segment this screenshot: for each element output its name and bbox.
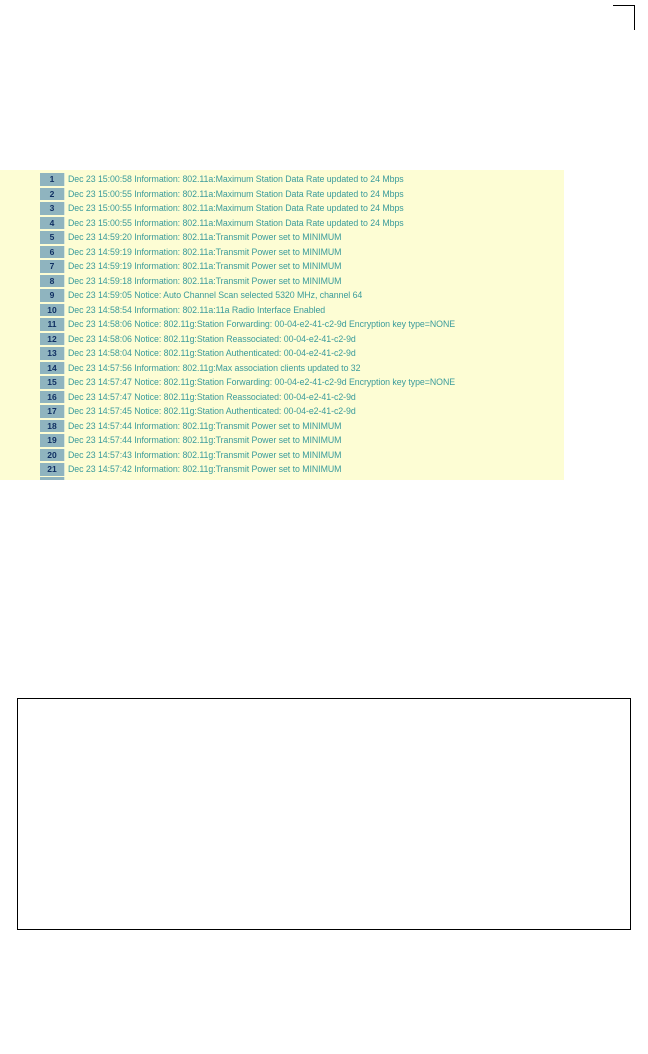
log-entry-text: Dec 23 14:59:18 Information: 802.11a:Transmit Power set to MINIMUM (68, 275, 342, 286)
log-entry-text: Dec 23 14:59:05 Notice: Auto Channel Scan selected 5320 MHz, channel 64 (68, 290, 363, 300)
log-entry-row (40, 361, 564, 376)
log-entry-text: Dec 23 14:58:54 Information: 802.11a:11a Radio Interface Enabled (68, 304, 326, 315)
log-entry-text: Dec 23 14:57:47 Notice: 802.11g:Station Reassociated: 00-04-e2-41-c2-9d (68, 391, 356, 402)
log-entry-number: 10 (40, 304, 65, 317)
page-corner-mark (613, 5, 635, 30)
log-entry-number: 15 (40, 376, 65, 389)
log-entry-text: Dec 23 15:00:55 Information: 802.11a:Maximum Station Data Rate updated to 24 Mbps (68, 217, 404, 228)
log-entry-number: 9 (40, 289, 65, 302)
log-entry-text: Dec 23 14:59:19 Information: 802.11a:Transmit Power set to MINIMUM (68, 246, 342, 257)
log-entry-number: 8 (40, 275, 65, 288)
log-entry-number: 2 (40, 188, 65, 201)
log-entry-row (40, 462, 564, 477)
log-entry-row (40, 303, 564, 318)
log-entry-row (40, 419, 564, 434)
command-output-box (17, 698, 631, 930)
log-entry-number: 12 (40, 333, 65, 346)
log-entry-text: Dec 23 14:57:56 Information: 802.11g:Max association clients updated to 32 (68, 362, 361, 373)
log-entry-text: Dec 23 14:57:47 Notice: 802.11g:Station Forwarding: 00-04-e2-41-c2-9d Encryption key type=NONE (68, 377, 456, 387)
log-entry-row (40, 245, 564, 260)
log-entry-text: Dec 23 14:59:19 Information: 802.11a:Transmit Power set to MINIMUM (68, 261, 342, 271)
log-entry-number: 11 (40, 318, 65, 331)
log-entry-row (40, 375, 564, 390)
log-entry-number: 17 (40, 405, 65, 418)
log-entry-number: 7 (40, 260, 65, 273)
log-entry-row (40, 201, 564, 216)
log-entry-text: Dec 23 14:58:04 Notice: 802.11g:Station Authenticated: 00-04-e2-41-c2-9d (68, 348, 356, 358)
log-entry-text: Dec 23 14:58:06 Notice: 802.11g:Station Forwarding: 00-04-e2-41-c2-9d Encryption key type=NONE (68, 319, 456, 329)
log-entry-row (40, 346, 564, 361)
event-log-panel (0, 170, 564, 480)
log-entry-number: 19 (40, 434, 65, 447)
log-entry-row (40, 172, 564, 187)
log-entry-row (40, 317, 564, 332)
log-entry-text: Dec 23 15:00:58 Information: 802.11a:Maximum Station Data Rate updated to 24 Mbps (68, 174, 404, 184)
log-entry-text: Dec 23 14:57:45 Notice: 802.11g:Station Authenticated: 00-04-e2-41-c2-9d (68, 406, 356, 416)
log-entry-row (40, 259, 564, 274)
log-entry-row (40, 288, 564, 303)
log-entry-text: Dec 23 14:57:42 Information: 802.11g:Transmit Power set to MINIMUM (68, 464, 342, 474)
event-log-list (40, 172, 564, 480)
log-entry-row (40, 274, 564, 289)
log-entry-number: 13 (40, 347, 65, 360)
log-entry-text: Dec 23 15:00:55 Information: 802.11a:Maximum Station Data Rate updated to 24 Mbps (68, 203, 404, 213)
log-entry-number: 3 (40, 202, 65, 215)
log-entry-row (40, 230, 564, 245)
log-entry-number: 5 (40, 231, 65, 244)
log-entry-row (40, 390, 564, 405)
log-entry-text: Dec 23 14:57:43 Information: 802.11g:Transmit Power set to MINIMUM (68, 449, 342, 460)
log-entry-row (40, 216, 564, 231)
log-entry-number: 4 (40, 217, 65, 230)
log-entry-row (40, 187, 564, 202)
log-entry-number: 14 (40, 362, 65, 375)
log-entry-number: 16 (40, 391, 65, 404)
log-entry-text: Dec 23 15:00:55 Information: 802.11a:Maximum Station Data Rate updated to 24 Mbps (68, 188, 404, 199)
log-entry-row (40, 332, 564, 347)
log-entry-row-partial (40, 477, 564, 480)
log-entry-number: 20 (40, 449, 65, 462)
log-entry-text: Dec 23 14:57:44 Information: 802.11g:Transmit Power set to MINIMUM (68, 435, 342, 445)
log-entry-number: 18 (40, 420, 65, 433)
log-entry-row (40, 448, 564, 463)
log-entry-text: Dec 23 14:57:44 Information: 802.11g:Transmit Power set to MINIMUM (68, 420, 342, 431)
log-entry-row (40, 433, 564, 448)
log-entry-row (40, 404, 564, 419)
log-entry-text: Dec 23 14:59:20 Information: 802.11a:Transmit Power set to MINIMUM (68, 232, 342, 242)
log-entry-text: Dec 23 14:58:06 Notice: 802.11g:Station Reassociated: 00-04-e2-41-c2-9d (68, 333, 356, 344)
log-entry-number: 21 (40, 463, 65, 476)
log-entry-number: 6 (40, 246, 65, 259)
log-entry-number: 1 (40, 173, 65, 186)
log-entry-number (40, 477, 65, 480)
